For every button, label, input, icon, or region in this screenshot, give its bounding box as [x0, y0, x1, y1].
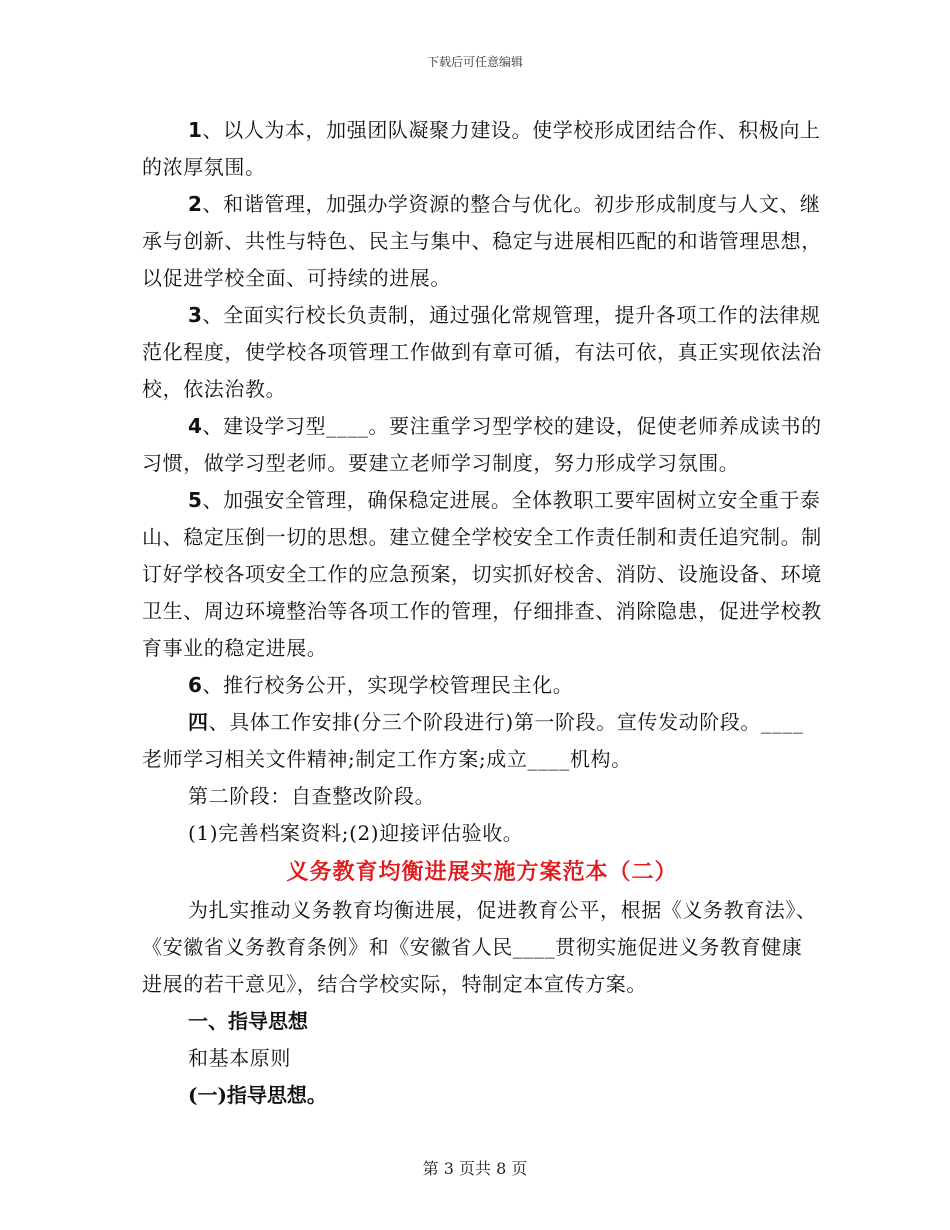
item-text: 、推行校务公开，实现学校管理民主化。 [202, 673, 574, 697]
list-item [142, 408, 822, 482]
section-4-label: 四 [188, 710, 209, 734]
section-4 [142, 704, 822, 778]
section-title: 义务教育均衡进展实施方案范本（二） [286, 859, 678, 885]
item-number: 6 [188, 673, 203, 697]
list-item [142, 112, 822, 186]
list-item [142, 482, 822, 667]
list-item [142, 186, 822, 297]
intro-paragraph: 为扎实推动义务教育均衡进展，促进教育公平，根据《义务教育法》、《安徽省义务教育条例》和《安徽省人民____贯彻实施促进义务教育健康进展的若干意见》，结合学校实际，特制定本宣传方案。 [142, 898, 817, 996]
item-number: 4 [188, 414, 203, 438]
list-item [142, 667, 822, 704]
item-number: 5 [188, 488, 203, 512]
header-note: 下载后可任意编辑 [426, 55, 523, 69]
item-text: 、和谐管理，加强办学资源的整合与优化。初步形成制度与人文、继承与创新、共性与特色、民主与集中、稳定与进展相匹配的和谐管理思想，以促进学校全面、可持续的进展。 [142, 192, 822, 290]
page-number: 第 3 页共 8 页 [422, 1159, 528, 1178]
item-text: 、加强安全管理，确保稳定进展。全体教职工要牢固树立安全重于泰山、稳定压倒一切的思想。建立健全学校安全工作责任制和责任追究制。制订好学校各项安全工作的应急预案，切实抓好校舍、消防、设施设备、环境卫生、周边环境整治等各项工作的管理，仔细排查、消除隐患，促进学校教育事业的稳定进展。 [142, 488, 822, 660]
item-number: 1 [188, 118, 203, 142]
item-number: 2 [188, 192, 203, 216]
stage-2-items: (1)完善档案资料;(2)迎接评估验收。 [188, 821, 524, 845]
item-number: 3 [188, 303, 203, 327]
subheading-guiding-ideology: (一)指导思想。 [188, 1083, 327, 1107]
document-body [142, 112, 822, 1114]
list-item [142, 297, 822, 408]
heading-guiding-ideology: 一、指导思想 [188, 1009, 308, 1033]
item-text: 、以人为本，加强团队凝聚力建设。使学校形成团结合作、积极向上的浓厚氛围。 [142, 118, 821, 179]
stage-2: 第二阶段：自查整改阶段。 [188, 784, 436, 808]
heading-continuation: 和基本原则 [188, 1046, 291, 1070]
section-4-text: 、具体工作安排(分三个阶段进行)第一阶段。宣传发动阶段。____老师学习相关文件精神;制定工作方案;成立____机构。 [142, 710, 804, 771]
item-text: 、建设学习型____。要注重学习型学校的建设，促使老师养成读书的习惯，做学习型老师。要建立老师学习制度，努力形成学习氛围。 [142, 414, 822, 475]
item-text: 、全面实行校长负责制，通过强化常规管理，提升各项工作的法律规范化程度，使学校各项管理工作做到有章可循，有法可依，真正实现依法治校，依法治教。 [142, 303, 822, 401]
